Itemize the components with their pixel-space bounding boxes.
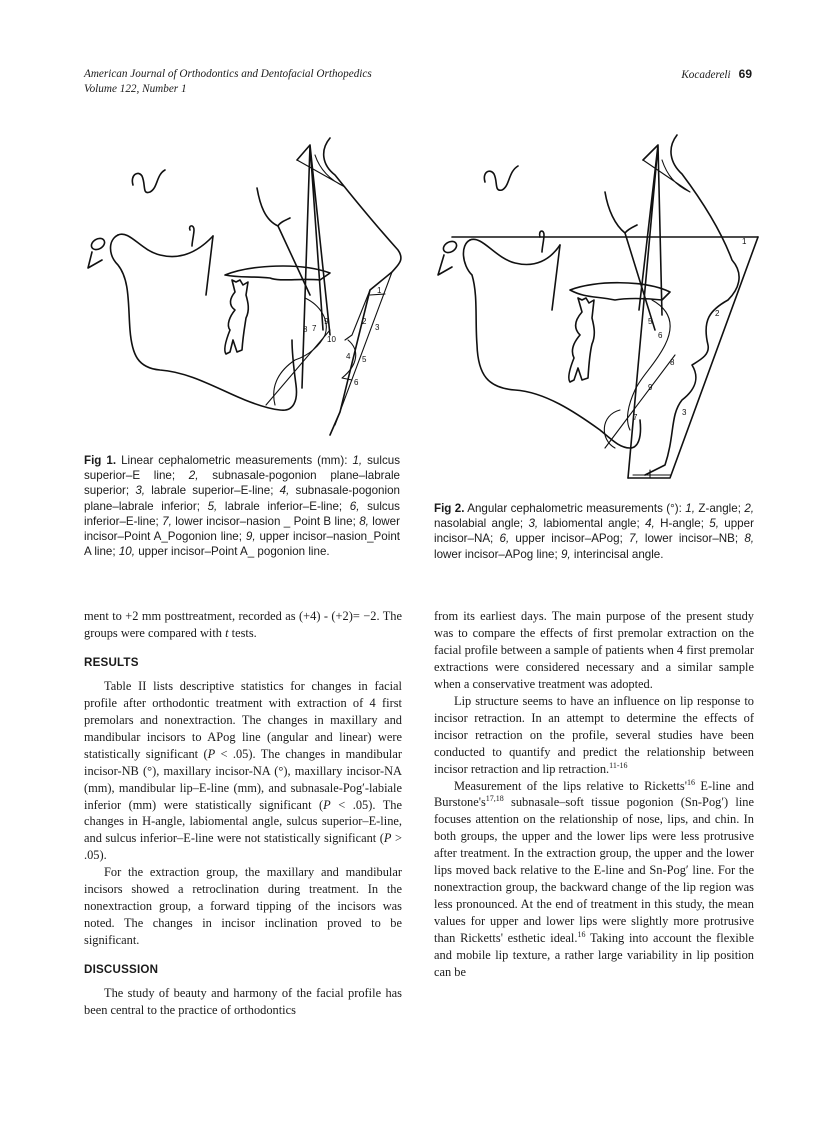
- paragraph-discussion-1: The study of beauty and harmony of the facial profile has been central to the practice of orthodontics: [84, 986, 402, 1018]
- figure-2-cephalometric-tracing: [430, 130, 770, 490]
- ear-mark: [88, 252, 102, 268]
- sella-squiggle: [484, 166, 518, 190]
- italic-p: P: [383, 831, 392, 846]
- caption-item-text: sulcus superior–E line;: [84, 454, 400, 483]
- caption-item-num: 1,: [685, 502, 695, 515]
- text-run: < .05). The changes in mandibular incisor-NB (°), maxillary incisor-NA (°), maxillary incisor-NA (mm), mandibular lip–E-line (mm), and subnasale-Pog′-labiale inferior (mm) were statistically significant (: [84, 746, 402, 812]
- italic-p: P: [207, 746, 216, 761]
- caption-item-text: nasolabial angle;: [434, 517, 524, 531]
- figure-2-title: Angular cephalometric measurements (°):: [467, 502, 682, 515]
- running-head-journal: [84, 67, 372, 97]
- text-run: Measurement of the lips relative to Ricketts': [454, 778, 687, 793]
- caption-item-num: 8,: [359, 514, 369, 528]
- coronoid-tip: [190, 226, 194, 246]
- diagram-label-9: 9: [324, 317, 329, 326]
- diagram-label-8: 8: [670, 358, 675, 367]
- incisors: [274, 298, 327, 405]
- diagram-label-7: 7: [312, 324, 317, 333]
- paragraph-methods-end: [84, 608, 402, 642]
- nasal-line: [625, 233, 655, 330]
- page-number: 69: [738, 67, 752, 81]
- caption-item-text: subnasale-pogonion plane–labrale superior;: [84, 469, 400, 498]
- diagram-label-3: 3: [682, 408, 687, 417]
- caption-item-text: lower incisor–Point A_Pogonion line;: [84, 514, 400, 544]
- ramus-line: [552, 245, 560, 310]
- journal-volume: Volume 122, Number 1: [84, 83, 187, 95]
- caption-item-num: 1,: [352, 454, 363, 467]
- ramus-line: [206, 236, 213, 295]
- body-column-right: [434, 608, 754, 981]
- molar-teeth: [569, 298, 595, 382]
- journal-title: American Journal of Orthodontics and Dentofacial Orthopedics: [84, 68, 372, 80]
- figure-1-label: Fig 1.: [84, 454, 117, 467]
- caption-item-text: upper incisor–nasion_Point A line;: [84, 530, 400, 559]
- diagram-label-6: 6: [658, 331, 663, 340]
- porion-ellipse: [441, 239, 458, 255]
- citation-ref: 17,18: [485, 794, 504, 804]
- caption-item-num: 8,: [744, 532, 754, 546]
- caption-item-num: 5,: [709, 517, 719, 531]
- caption-item-num: 3,: [528, 517, 539, 531]
- section-heading-discussion: DISCUSSION: [84, 963, 159, 977]
- caption-item-num: 6,: [499, 532, 510, 546]
- caption-item-num: 6,: [349, 499, 360, 513]
- paragraph-results-1: [84, 678, 402, 864]
- symphysis: [604, 410, 620, 448]
- caption-item-text: subnasale-pogonion plane–labrale inferior;: [84, 484, 400, 513]
- caption-item-text: H-angle;: [660, 517, 704, 531]
- sella-squiggle: [132, 170, 165, 193]
- apog-line: [266, 330, 330, 405]
- diagram-label-8: 8: [303, 325, 308, 334]
- diagram-label-10: 10: [327, 335, 336, 344]
- diagram-label-1: 1: [377, 286, 382, 295]
- text-run: ment to +2 mm posttreatment, recorded as (+4) - (+2)= −2. The groups were compared with: [84, 609, 402, 640]
- caption-item-num: 4,: [279, 484, 290, 498]
- text-run: tests.: [231, 625, 257, 640]
- diagram-label-1: 1: [742, 237, 747, 246]
- figure-1-caption: [84, 453, 400, 559]
- caption-item-text: labrale inferior–E-line;: [224, 499, 343, 513]
- caption-item-text: lower incisor–APog line;: [434, 547, 558, 561]
- caption-item-num: 9,: [245, 530, 256, 544]
- section-heading-results: RESULTS: [84, 655, 139, 669]
- figure-2-diagram: [430, 130, 770, 490]
- paragraph-discussion-1-cont: from its earliest days. The main purpose of the present study was to compare the effects of first premolar extraction on the facial profile between a sample of patients when 4 first premolar extractions were considered necessary and a similar sample when a conservative treatment was adopted.: [434, 609, 754, 691]
- running-head-author: [681, 67, 752, 83]
- author-name: Kocadereli: [681, 69, 731, 81]
- diagram-label-4: 4: [346, 352, 351, 361]
- text-run: subnasale–soft tissue pogonion (Sn-Pog′) line focuses attention on the relationship of nose, lips, and chin. In both groups, the upper and the lower lips were less protrusive after treatment. In the extraction group, the upper and the lower lips moved back relative to the E-line and Sn-Pog′ line. For the nonextraction group, the backward change of the lip region was less pronounced. At the end of treatment in this study, the mean values for upper and lower lips were slightly more protrusive than Ricketts' esthetic ideal.: [434, 795, 754, 946]
- body-column-left: [84, 608, 402, 1019]
- e-line: [335, 272, 392, 425]
- figure-2-label: Fig 2.: [434, 502, 465, 515]
- nasal-bone: [297, 155, 345, 187]
- molar-teeth: [225, 280, 249, 354]
- caption-item-num: 10,: [118, 545, 135, 559]
- italic-t: t: [225, 625, 229, 640]
- citation-ref: 16: [686, 777, 695, 787]
- caption-item-num: 7,: [629, 532, 639, 546]
- caption-item-num: 4,: [645, 517, 655, 531]
- caption-item-text: lower incisor–nasion _ Point B line;: [175, 514, 356, 528]
- diagram-label-6: 6: [354, 378, 359, 387]
- porion-ellipse: [89, 236, 106, 252]
- text-run: Lip structure seems to have an influence on lip response to incisor retraction. In an attempt to determine the effects of incisor retraction on the profile, several studies have been conducted to quantify and predict the relationship between incisor retraction and lip retraction.: [434, 693, 754, 776]
- mandible-outline: [111, 235, 297, 410]
- caption-item-num: 2,: [744, 502, 755, 515]
- text-run: Taking into account the flexible and mobile lip texture, a rather large variability in lip position can be: [434, 931, 754, 980]
- soft-tissue-profile: [324, 138, 401, 435]
- caption-item-num: 9,: [560, 547, 571, 561]
- caption-item-text: lower incisor–NB;: [644, 532, 739, 546]
- caption-item-num: 3,: [135, 484, 145, 498]
- text-run: E-line and Burstone's: [434, 778, 754, 810]
- paragraph-discussion-3: [434, 778, 754, 981]
- palate-outline: [570, 283, 670, 300]
- frontal-outline: [605, 192, 637, 233]
- diagram-label-7: 7: [633, 413, 638, 422]
- caption-item-text: upper incisor–Point A_ pogonion line.: [138, 545, 330, 559]
- figure-1-diagram: [80, 130, 420, 440]
- caption-item-text: sulcus inferior–E-line;: [84, 499, 400, 528]
- frontal-outline: [257, 188, 290, 226]
- diagram-label-2: 2: [715, 309, 720, 318]
- caption-item-num: 7,: [162, 514, 172, 528]
- text-run: > .05).: [84, 831, 402, 863]
- caption-item-text: interincisal angle.: [573, 547, 664, 561]
- palate-outline: [225, 266, 330, 280]
- ear-mark: [438, 255, 452, 275]
- caption-item-text: labrale superior–E-line;: [151, 484, 274, 498]
- text-run: < .05). The changes in H-angle, labiomental angle, sulcus superior–E-line, and sulcus inferior–E-line were not statistically significant (: [84, 797, 403, 846]
- coronoid-tip: [540, 231, 544, 252]
- lip-measurements: [345, 290, 385, 340]
- caption-item-num: 5,: [207, 499, 218, 513]
- caption-item-text: Z-angle;: [698, 502, 741, 515]
- italic-p: P: [323, 797, 331, 812]
- diagram-label-9: 9: [648, 383, 653, 392]
- text-run: Table II lists descriptive statistics for changes in facial profile after orthodontic treatment with extraction of 4 first premolars and nonextraction. The changes in maxillary and mandibular incisors to APog line (angular and linear) were statistically significant (: [84, 678, 402, 761]
- citation-ref: 11-16: [609, 760, 628, 770]
- diagram-label-2: 2: [362, 317, 367, 326]
- caption-item-text: labiomental angle;: [543, 517, 640, 531]
- ramus-notch: [470, 239, 560, 264]
- caption-item-text: upper incisor–APog;: [515, 532, 623, 546]
- figure-1-cephalometric-tracing: [80, 130, 420, 440]
- nasion-lines: [628, 145, 662, 478]
- citation-ref: 16: [577, 929, 586, 939]
- paragraph-discussion-2: [434, 693, 754, 778]
- caption-item-num: 2,: [188, 469, 199, 483]
- ramus-notch: [118, 234, 213, 256]
- diagram-label-5: 5: [362, 355, 367, 364]
- diagram-label-5: 5: [648, 317, 653, 326]
- caption-item-text: upper incisor–NA;: [434, 517, 754, 546]
- figure-1-title: Linear cephalometric measurements (mm):: [121, 454, 348, 467]
- mandible-outline: [463, 240, 640, 448]
- paragraph-results-2: For the extraction group, the maxillary and mandibular incisors showed a retroclination during treatment. In the nonextraction group, a forward tipping of the incisors was noted. The changes in incisor inclination proved to be significant.: [84, 865, 402, 948]
- diagram-label-3: 3: [375, 323, 380, 332]
- figure-2-caption: [434, 501, 754, 562]
